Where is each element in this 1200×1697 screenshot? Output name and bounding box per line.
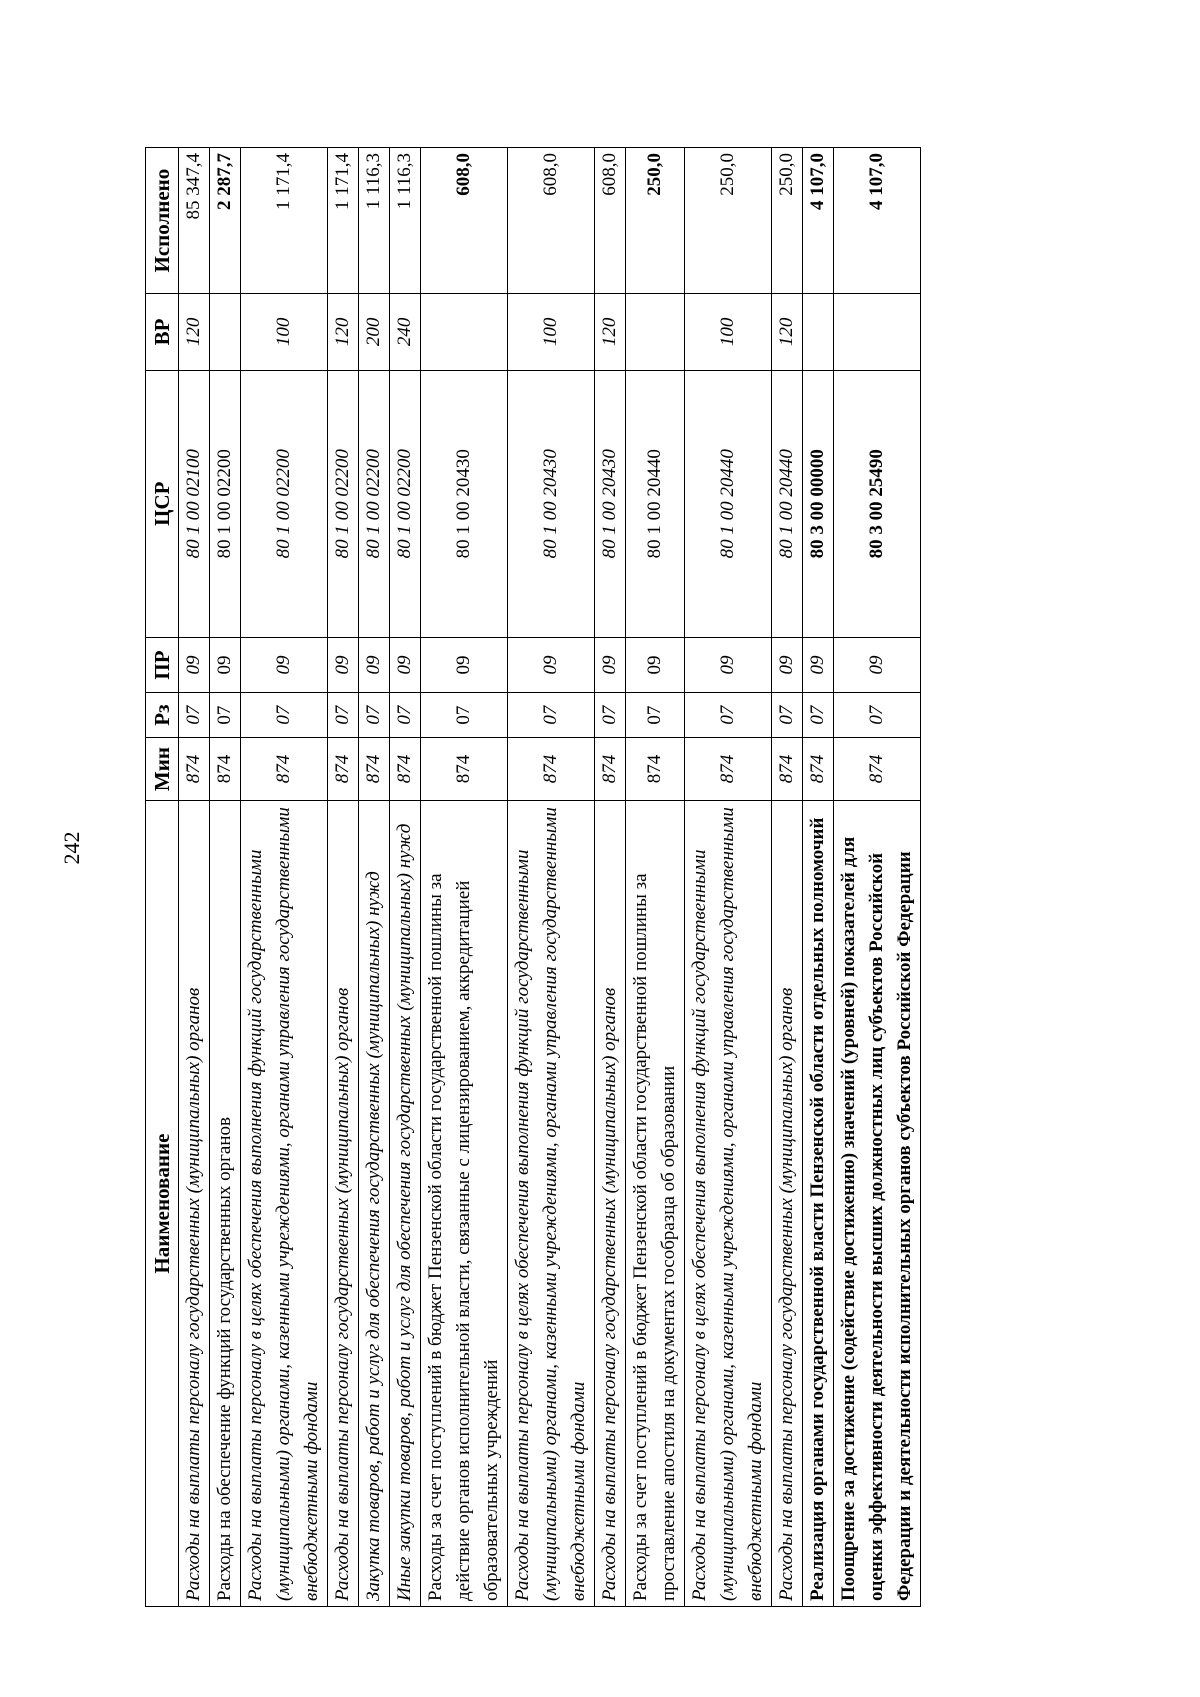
cell-rz: 07 bbox=[834, 693, 921, 738]
cell-vr: 120 bbox=[772, 294, 803, 370]
cell-min: 874 bbox=[390, 737, 421, 800]
cell-csr: 80 1 00 20430 bbox=[508, 370, 595, 637]
cell-rz: 07 bbox=[179, 693, 210, 738]
cell-name: Расходы на выплаты персоналу государственных (муниципальных) органов bbox=[772, 801, 803, 1607]
cell-vr: 200 bbox=[359, 294, 390, 370]
cell-pr: 09 bbox=[179, 637, 210, 692]
cell-vr: 240 bbox=[390, 294, 421, 370]
cell-csr: 80 1 00 02100 bbox=[179, 370, 210, 637]
cell-min: 874 bbox=[834, 737, 921, 800]
header-pr: ПР bbox=[146, 637, 179, 692]
cell-amount: 1 171,4 bbox=[328, 148, 359, 294]
table-row bbox=[508, 148, 595, 1607]
cell-csr: 80 1 00 02200 bbox=[328, 370, 359, 637]
table-row bbox=[595, 148, 626, 1607]
cell-rz: 07 bbox=[508, 693, 595, 738]
cell-pr: 09 bbox=[685, 637, 772, 692]
cell-vr: 120 bbox=[179, 294, 210, 370]
cell-name: Закупка товаров, работ и услуг для обеспечения государственных (муниципальных) нужд bbox=[359, 801, 390, 1607]
cell-vr bbox=[421, 294, 508, 370]
cell-pr: 09 bbox=[421, 637, 508, 692]
cell-name: Реализация органами государственной власти Пензенской области отдельных полномочий bbox=[803, 801, 834, 1607]
cell-min: 874 bbox=[179, 737, 210, 800]
cell-csr: 80 1 00 02200 bbox=[241, 370, 328, 637]
cell-rz: 07 bbox=[421, 693, 508, 738]
cell-amount: 608,0 bbox=[421, 148, 508, 294]
table-row bbox=[772, 148, 803, 1607]
cell-pr: 09 bbox=[595, 637, 626, 692]
cell-vr: 120 bbox=[595, 294, 626, 370]
cell-rz: 07 bbox=[390, 693, 421, 738]
cell-amount: 250,0 bbox=[772, 148, 803, 294]
cell-vr: 120 bbox=[328, 294, 359, 370]
cell-name: Расходы за счет поступлений в бюджет Пензенской области государственной пошлины за проставление апостиля на документах гособразца об образовании bbox=[626, 801, 685, 1607]
cell-pr: 09 bbox=[626, 637, 685, 692]
budget-table-container bbox=[145, 147, 998, 1607]
cell-amount: 1 171,4 bbox=[241, 148, 328, 294]
cell-min: 874 bbox=[803, 737, 834, 800]
cell-min: 874 bbox=[421, 737, 508, 800]
cell-csr: 80 1 00 02200 bbox=[359, 370, 390, 637]
cell-pr: 09 bbox=[390, 637, 421, 692]
cell-pr: 09 bbox=[508, 637, 595, 692]
budget-table bbox=[145, 147, 921, 1607]
cell-amount: 250,0 bbox=[685, 148, 772, 294]
cell-vr bbox=[803, 294, 834, 370]
cell-rz: 07 bbox=[328, 693, 359, 738]
cell-pr: 09 bbox=[803, 637, 834, 692]
cell-vr bbox=[834, 294, 921, 370]
cell-name: Иные закупки товаров, работ и услуг для обеспечения государственных (муниципальных) нужд bbox=[390, 801, 421, 1607]
cell-min: 874 bbox=[508, 737, 595, 800]
cell-pr: 09 bbox=[210, 637, 241, 692]
cell-rz: 07 bbox=[803, 693, 834, 738]
cell-amount: 4 107,0 bbox=[803, 148, 834, 294]
header-row bbox=[146, 148, 179, 1607]
table-row bbox=[210, 148, 241, 1607]
table-row bbox=[241, 148, 328, 1607]
cell-rz: 07 bbox=[241, 693, 328, 738]
cell-name: Расходы на выплаты персоналу в целях обеспечения выполнения функций государственными (муниципальными) органами, казенными учреждениями, органами управления государственными внебюджетными фондами bbox=[685, 801, 772, 1607]
cell-name: Расходы на выплаты персоналу в целях обеспечения выполнения функций государственными (муниципальными) органами, казенными учреждениями, органами управления государственными внебюджетными фондами bbox=[508, 801, 595, 1607]
cell-name: Расходы на выплаты персоналу государственных (муниципальных) органов bbox=[595, 801, 626, 1607]
table-row bbox=[685, 148, 772, 1607]
cell-name: Расходы за счет поступлений в бюджет Пензенской области государственной пошлины за действие органов исполнительной власти, связанные с лицензированием, аккредитацией образовательных учреждений bbox=[421, 801, 508, 1607]
cell-csr: 80 3 00 00000 bbox=[803, 370, 834, 637]
cell-pr: 09 bbox=[241, 637, 328, 692]
cell-csr: 80 1 00 20440 bbox=[772, 370, 803, 637]
cell-min: 874 bbox=[626, 737, 685, 800]
table-row bbox=[421, 148, 508, 1607]
cell-vr bbox=[626, 294, 685, 370]
cell-amount: 2 287,7 bbox=[210, 148, 241, 294]
cell-min: 874 bbox=[595, 737, 626, 800]
cell-pr: 09 bbox=[328, 637, 359, 692]
cell-csr: 80 1 00 20430 bbox=[595, 370, 626, 637]
header-name: Наименование bbox=[146, 801, 179, 1607]
cell-min: 874 bbox=[359, 737, 390, 800]
cell-name: Поощрение за достижение (содействие достижению) значений (уровней) показателей для оценки эффективности деятельности высших должностных лиц субъектов Российской Федерации и деятельности исполнительных органов субъектов Российской Федерации bbox=[834, 801, 921, 1607]
cell-vr: 100 bbox=[508, 294, 595, 370]
cell-rz: 07 bbox=[772, 693, 803, 738]
cell-csr: 80 3 00 25490 bbox=[834, 370, 921, 637]
cell-vr bbox=[210, 294, 241, 370]
cell-amount: 85 347,4 bbox=[179, 148, 210, 294]
cell-pr: 09 bbox=[772, 637, 803, 692]
cell-amount: 608,0 bbox=[595, 148, 626, 294]
cell-csr: 80 1 00 20440 bbox=[685, 370, 772, 637]
cell-pr: 09 bbox=[359, 637, 390, 692]
cell-csr: 80 1 00 20430 bbox=[421, 370, 508, 637]
table-row bbox=[328, 148, 359, 1607]
page-number: 242 bbox=[59, 831, 84, 865]
cell-pr: 09 bbox=[834, 637, 921, 692]
cell-vr: 100 bbox=[241, 294, 328, 370]
cell-rz: 07 bbox=[359, 693, 390, 738]
table-row bbox=[803, 148, 834, 1607]
cell-min: 874 bbox=[210, 737, 241, 800]
table-row bbox=[179, 148, 210, 1607]
cell-min: 874 bbox=[772, 737, 803, 800]
cell-name: Расходы на обеспечение функций государственных органов bbox=[210, 801, 241, 1607]
cell-min: 874 bbox=[685, 737, 772, 800]
cell-amount: 4 107,0 bbox=[834, 148, 921, 294]
cell-rz: 07 bbox=[626, 693, 685, 738]
cell-rz: 07 bbox=[210, 693, 241, 738]
header-vr: ВР bbox=[146, 294, 179, 370]
cell-csr: 80 1 00 02200 bbox=[390, 370, 421, 637]
table-row bbox=[834, 148, 921, 1607]
header-csr: ЦСР bbox=[146, 370, 179, 637]
cell-csr: 80 1 00 02200 bbox=[210, 370, 241, 637]
cell-name: Расходы на выплаты персоналу в целях обеспечения выполнения функций государственными (муниципальными) органами, казенными учреждениями, органами управления государственными внебюджетными фондами bbox=[241, 801, 328, 1607]
table-row bbox=[359, 148, 390, 1607]
cell-csr: 80 1 00 20440 bbox=[626, 370, 685, 637]
header-amount: Исполнено bbox=[146, 148, 179, 294]
cell-rz: 07 bbox=[685, 693, 772, 738]
cell-min: 874 bbox=[328, 737, 359, 800]
cell-amount: 250,0 bbox=[626, 148, 685, 294]
table-row bbox=[626, 148, 685, 1607]
header-rz: Рз bbox=[146, 693, 179, 738]
header-min: Мин bbox=[146, 737, 179, 800]
cell-amount: 1 116,3 bbox=[390, 148, 421, 294]
cell-amount: 1 116,3 bbox=[359, 148, 390, 294]
cell-name: Расходы на выплаты персоналу государственных (муниципальных) органов bbox=[179, 801, 210, 1607]
table-row bbox=[390, 148, 421, 1607]
cell-amount: 608,0 bbox=[508, 148, 595, 294]
cell-vr: 100 bbox=[685, 294, 772, 370]
cell-min: 874 bbox=[241, 737, 328, 800]
table-body bbox=[179, 148, 921, 1607]
cell-rz: 07 bbox=[595, 693, 626, 738]
cell-name: Расходы на выплаты персоналу государственных (муниципальных) органов bbox=[328, 801, 359, 1607]
